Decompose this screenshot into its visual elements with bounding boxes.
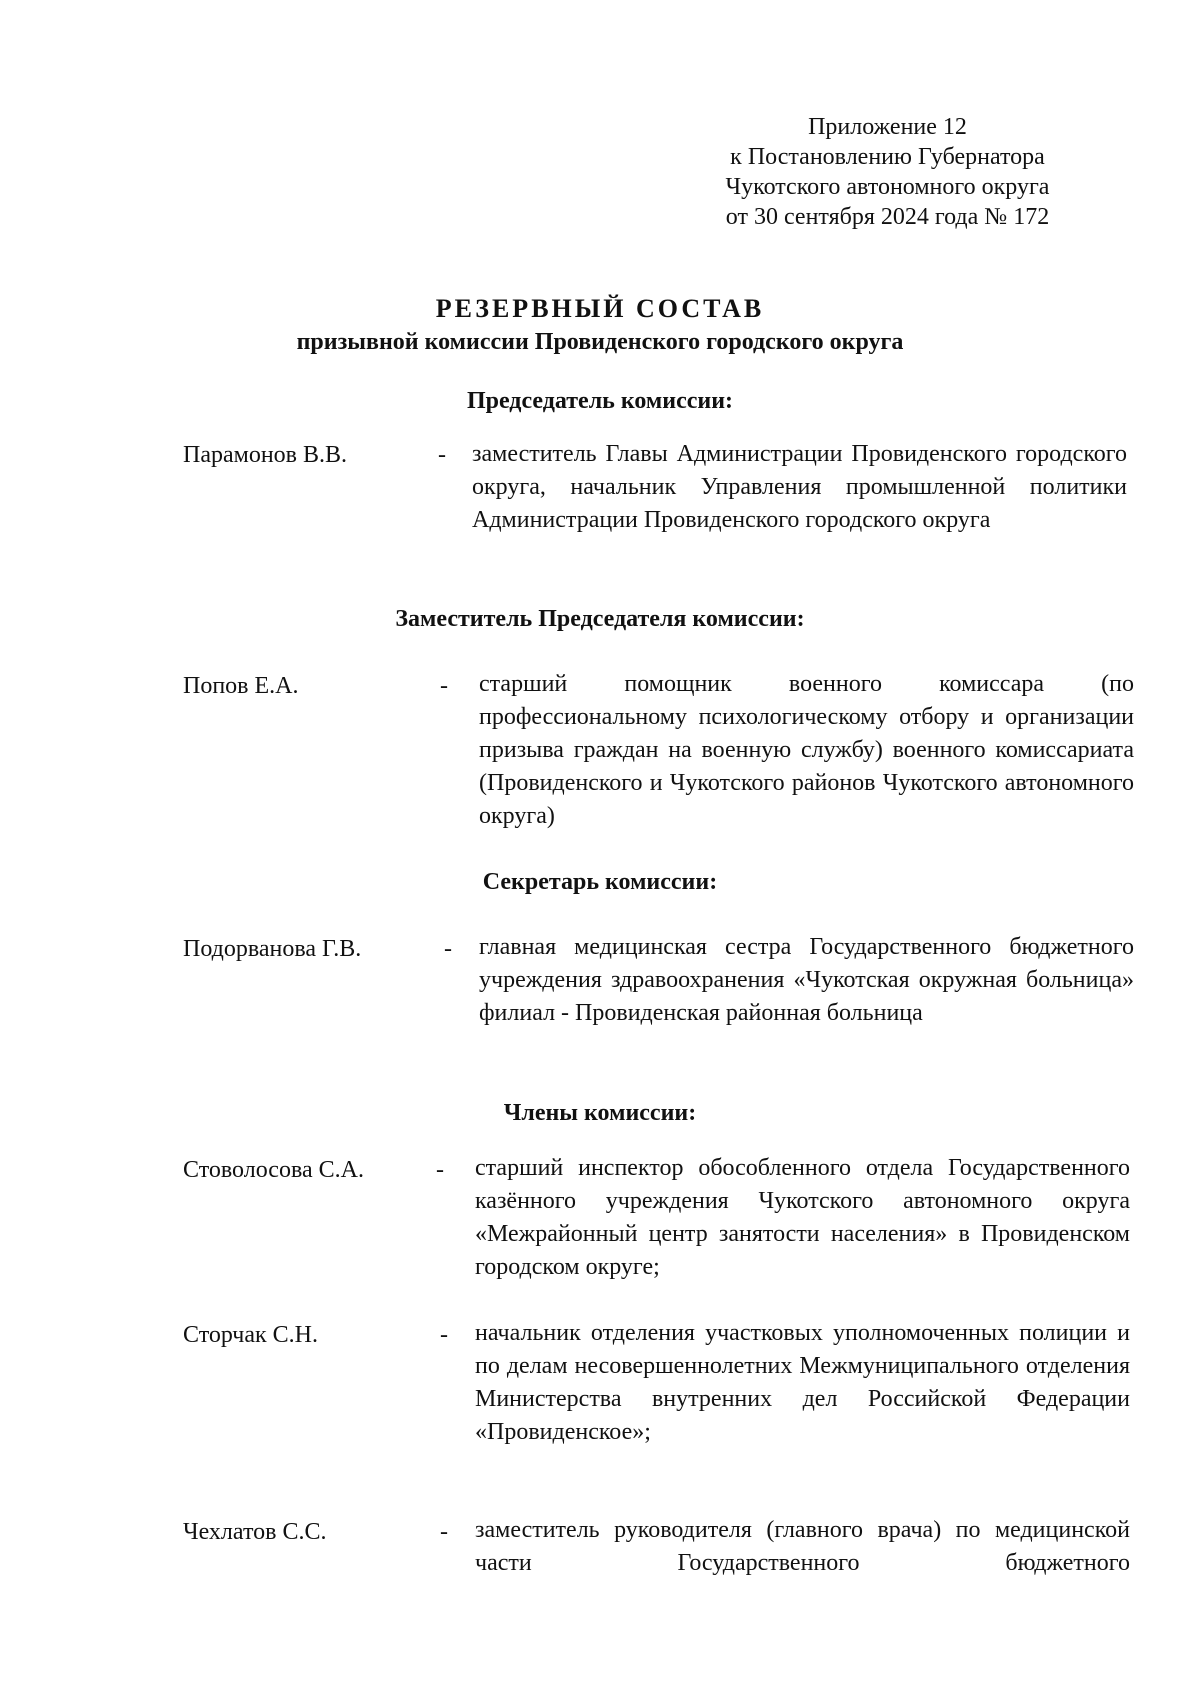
member-dash: -: [440, 673, 448, 699]
member-description: старший инспектор обособленного отдела Государственного казённого учреждения Чукотского автономного округа «Межрайонный центр занятости населения» в Провиденском городском округе;: [475, 1155, 1130, 1280]
member-name: Подорванова Г.В.: [183, 936, 362, 962]
member-description: заместитель руководителя (главного врача) по медицинской части Государственного бюджетного: [475, 1517, 1130, 1576]
member-name: Стоволосова С.А.: [183, 1157, 364, 1183]
member-name: Сторчак С.Н.: [183, 1322, 318, 1348]
member-description: старший помощник военного комиссара (по профессиональному психологическому отбору и организации призыва граждан на военную службу) военного комиссариата (Провиденского и Чукотского районов Чукотского автономного округа): [479, 671, 1134, 829]
member-dash: -: [440, 1322, 448, 1348]
appendix-block: [700, 112, 1075, 232]
member-dash: -: [440, 1519, 448, 1545]
document-title: РЕЗЕРВНЫЙ СОСТАВ: [435, 294, 765, 323]
document-subtitle: призывной комиссии Провиденского городского округа: [296, 329, 904, 355]
member-description: начальник отделения участковых уполномоченных полиции и по делам несовершеннолетних Межмуниципального отделения Министерства внутренних дел Российской Федерации «Провиденское»;: [475, 1320, 1130, 1445]
member-dash: -: [436, 1157, 444, 1183]
member-dash: -: [444, 936, 452, 962]
section-heading-deputy: Заместитель Председателя комиссии:: [395, 606, 805, 632]
member-description: заместитель Главы Администрации Провиденского городского округа, начальник Управления промышленной политики Администрации Провиденского городского округа: [472, 441, 1127, 533]
member-name: Чехлатов С.С.: [183, 1519, 327, 1545]
member-dash: -: [438, 442, 446, 468]
member-description: главная медицинская сестра Государственного бюджетного учреждения здравоохранения «Чукотская окружная больница» филиал - Провиденская районная больница: [479, 934, 1134, 1026]
appendix-line: Приложение 12: [808, 114, 967, 140]
section-heading-members: Члены комиссии:: [503, 1100, 697, 1126]
section-heading-secretary: Секретарь комиссии:: [482, 869, 718, 895]
member-name: Парамонов В.В.: [183, 442, 348, 468]
appendix-line: от 30 сентября 2024 года № 172: [725, 204, 1050, 230]
section-heading-chairman: Председатель комиссии:: [466, 388, 734, 414]
appendix-line: Чукотского автономного округа: [725, 174, 1050, 200]
appendix-line: к Постановлению Губернатора: [730, 144, 1045, 170]
member-name: Попов Е.А.: [183, 673, 299, 699]
